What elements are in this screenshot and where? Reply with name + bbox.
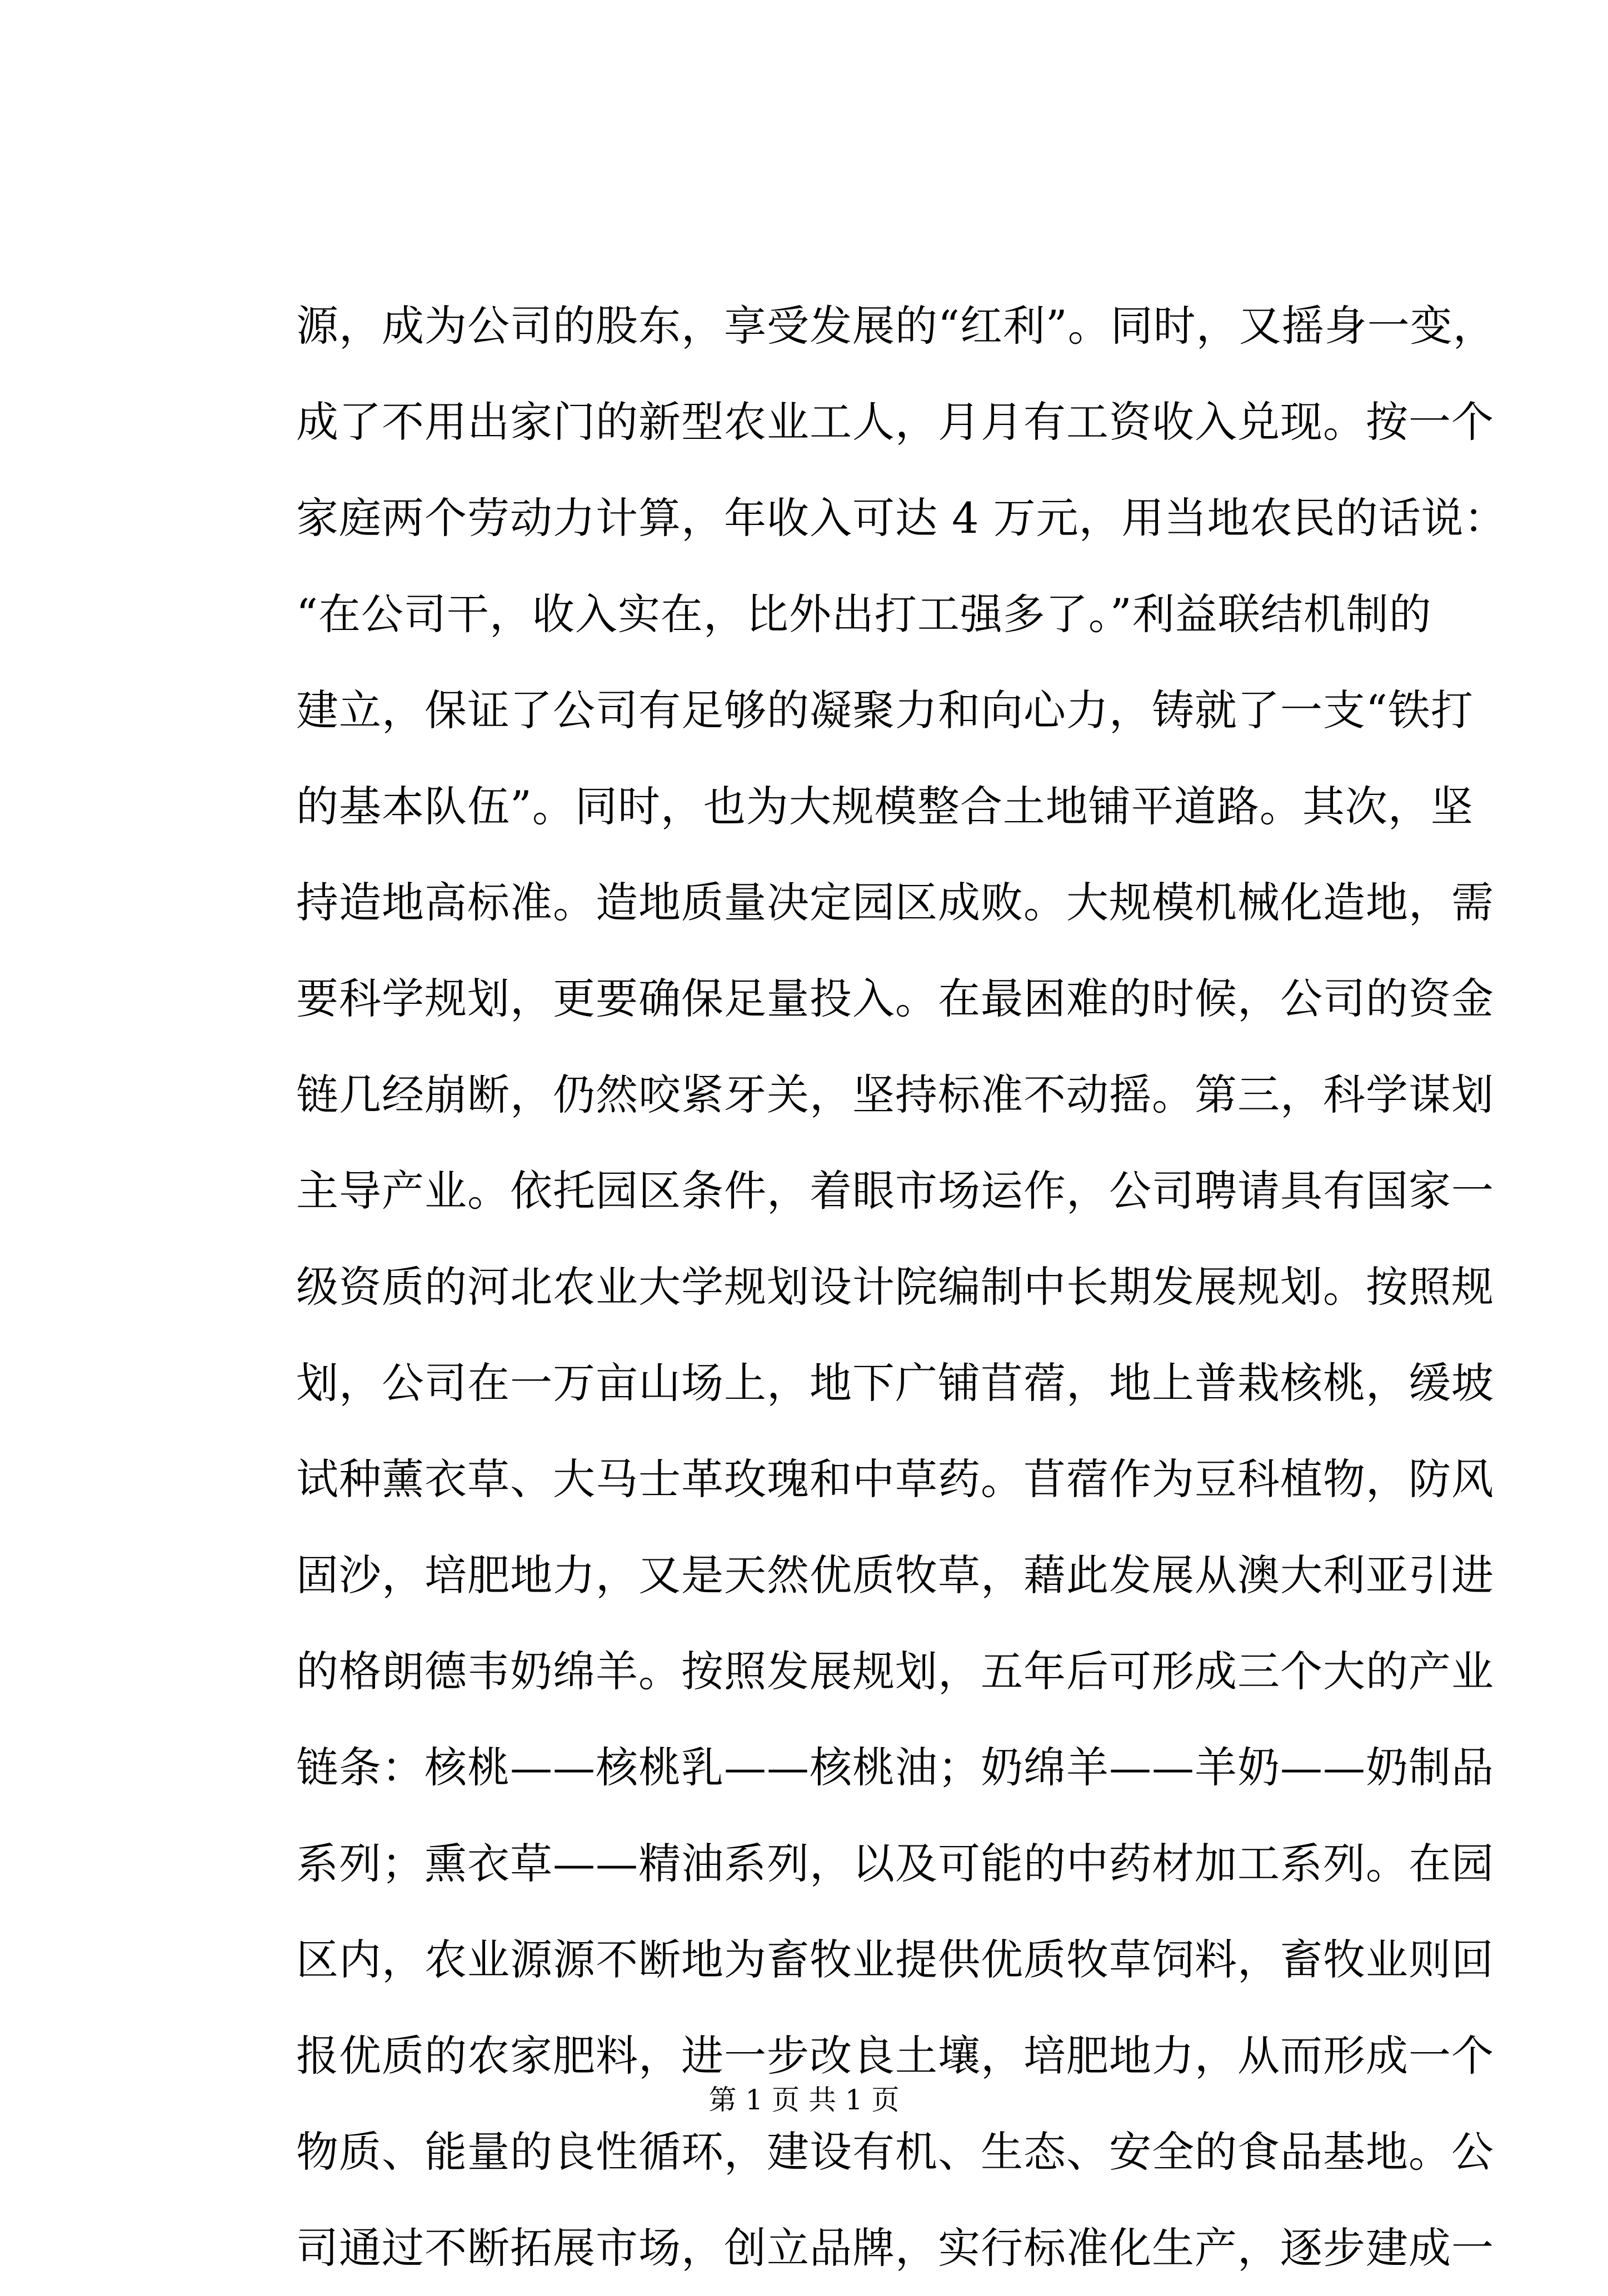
text-line: 司通过不断拓展市场，创立品牌，实行标准化生产，逐步建成一 [296,2223,1494,2273]
text-line: 物质、能量的良性循环，建设有机、生态、安全的食品基地。公 [296,2127,1494,2177]
page-footer [0,2080,1608,2119]
page-number: 第 1 页 共 1 页 [708,2084,900,2116]
text-line: 报优质的农家肥料，进一步改良土壤，培肥地力，从而形成一个 [296,2031,1494,2080]
text-line: 的格朗德韦奶绵羊。按照发展规划，五年后可形成三个大的产业 [296,1647,1494,1696]
body-text [296,278,1507,2296]
text-line: 要科学规划，更要确保足量投入。在最困难的时候，公司的资金 [296,974,1494,1023]
text-line: 持造地高标准。造地质量决定园区成败。大规模机械化造地，需 [296,878,1494,927]
text-line: 链条：核桃——核桃乳——核桃油；奶绵羊——羊奶——奶制品 [296,1743,1494,1792]
text-line: 链几经崩断，仍然咬紧牙关，坚持标准不动摇。第三，科学谋划 [296,1070,1494,1119]
text-line: 主导产业。依托园区条件，着眼市场运作，公司聘请具有国家一 [296,1166,1494,1215]
text-line: 源，成为公司的股东，享受发展的“红利”。同时，又摇身一变， [296,301,1496,351]
text-line: 成了不用出家门的新型农业工人，月月有工资收入兑现。按一个 [296,397,1494,447]
text-line: 系列；熏衣草——精油系列，以及可能的中药材加工系列。在园 [296,1839,1494,1888]
text-line: 区内，农业源源不断地为畜牧业提供优质牧草饲料，畜牧业则回 [296,1935,1494,1984]
text-line: 固沙，培肥地力，又是天然优质牧草，藉此发展从澳大利亚引进 [296,1550,1494,1600]
text-line: “在公司干，收入实在，比外出打工强多了。”利益联结机制的 [296,589,1432,639]
text-line: 试种薰衣草、大马士革玫瑰和中草药。苜蓿作为豆科植物，防风 [296,1454,1494,1504]
text-line: 建立，保证了公司有足够的凝聚力和向心力，铸就了一支“铁打 [296,686,1474,735]
text-line: 划，公司在一万亩山场上，地下广铺苜蓿，地上普栽核桃，缓坡 [296,1358,1494,1408]
text-line: 家庭两个劳动力计算，年收入可达 4 万元，用当地农民的话说： [296,493,1507,543]
text-line: 的基本队伍”。同时，也为大规模整合土地铺平道路。其次，坚 [296,782,1474,831]
text-line: 级资质的河北农业大学规划设计院编制中长期发展规划。按照规 [296,1262,1494,1312]
